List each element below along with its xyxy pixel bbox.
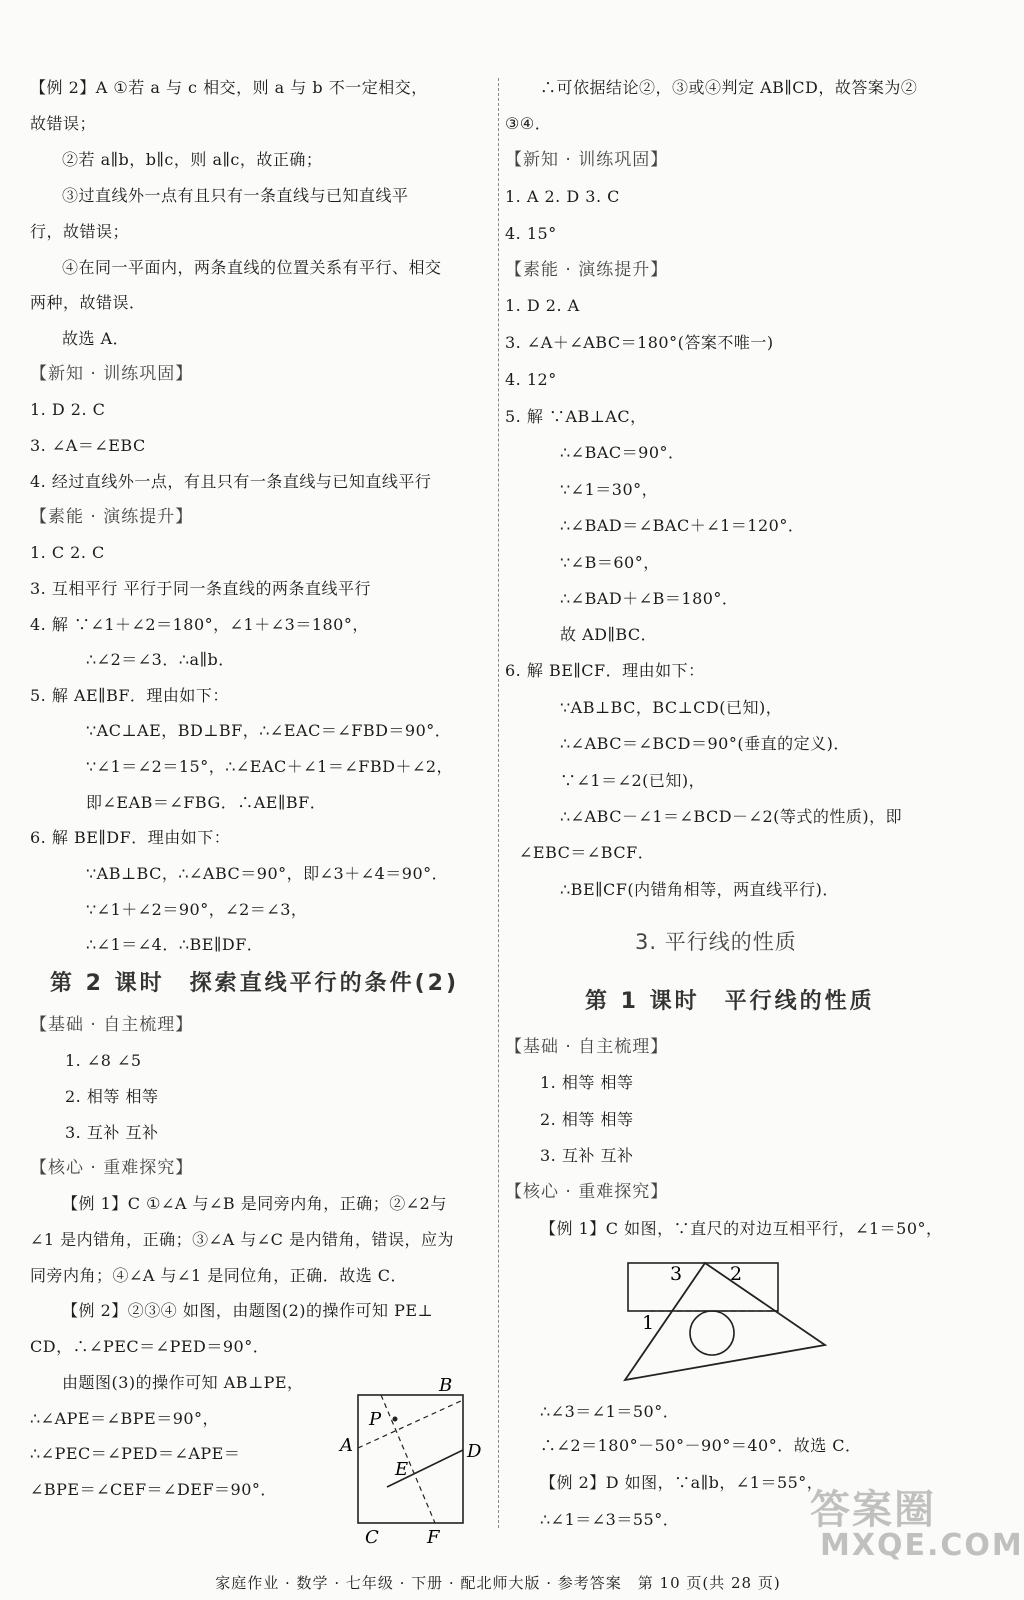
right-line-5: 4. 15° <box>505 224 557 243</box>
right-line-8: 3. ∠A＋∠ABC＝180°(答案不唯一) <box>505 333 774 352</box>
left-line-9: 【新知 · 训练巩固】 <box>30 364 194 384</box>
left-line-19: ∵AC⊥AE，BD⊥BF，∴∠EAC＝∠FBD＝90°． <box>86 721 452 740</box>
left-line-27: 【基础 · 自主梳理】 <box>30 1015 194 1035</box>
right-line-33: ∴∠2＝180°－50°－90°＝40°．故选 C． <box>540 1436 862 1455</box>
left-line-23: ∵AB⊥BC，∴∠ABC＝90°，即∠3＋∠4＝90°． <box>86 864 449 883</box>
right-line-20: ∵∠1＝∠2(已知)， <box>560 771 706 790</box>
right-line-7: 1. D 2. A <box>505 296 580 315</box>
left-line-31: 【核心 · 重难探究】 <box>30 1158 194 1178</box>
left-line-29: 2. 相等 相等 <box>65 1087 159 1106</box>
left-line-11: 3. ∠A＝∠EBC <box>30 436 146 455</box>
left-line-3: ②若 a∥b，b∥c，则 a∥c，故正确； <box>62 150 323 169</box>
angle-3-label: 3 <box>670 1263 683 1285</box>
right-line-21: ∴∠ABC－∠1＝∠BCD－∠2(等式的性质)，即 <box>560 807 903 826</box>
right-line-22: ∠EBC＝∠BCF． <box>519 843 655 862</box>
right-line-18: ∵AB⊥BC，BC⊥CD(已知)， <box>560 698 783 717</box>
left-line-7: 两种，故错误． <box>30 293 146 312</box>
page-footer: 家庭作业 · 数学 · 七年级 · 下册 · 配北师大版 · 参考答案 第 10 页(共 28 页) <box>215 1574 781 1592</box>
label-C: C <box>365 1527 379 1548</box>
label-B: B <box>439 1375 453 1396</box>
label-E: E <box>395 1459 409 1480</box>
right-line-26: 【基础 · 自主梳理】 <box>505 1037 669 1057</box>
right-line-28: 2. 相等 相等 <box>540 1110 634 1129</box>
left-line-13: 【素能 · 演练提升】 <box>30 507 194 527</box>
right-line-29: 3. 互补 互补 <box>540 1146 634 1165</box>
label-A: A <box>340 1435 353 1456</box>
column-divider <box>498 78 499 1528</box>
left-line-4: ③过直线外一点有且只有一条直线与已知直线平 <box>62 186 409 205</box>
left-line-17: ∴∠2＝∠3．∴a∥b． <box>86 650 235 669</box>
left-line-10: 1. D 2. C <box>30 400 106 419</box>
left-line-14: 1. C 2. C <box>30 543 105 562</box>
right-line-14: ∵∠B＝60°， <box>560 553 660 572</box>
right-line-2: ③④． <box>505 114 552 133</box>
left-line-24: ∵∠1＋∠2＝90°，∠2＝∠3， <box>86 900 308 919</box>
right-line-12: ∵∠1＝30°， <box>560 480 659 499</box>
right-line-32: ∴∠3＝∠1＝50°． <box>540 1402 680 1421</box>
right-line-17: 6. 解 BE∥CF．理由如下： <box>505 661 705 680</box>
right-line-27: 1. 相等 相等 <box>540 1073 634 1092</box>
left-line-5: 行，故错误； <box>30 222 130 241</box>
square-fold-figure <box>335 1375 485 1550</box>
left-line-2: 故错误； <box>30 114 97 133</box>
left-line-18: 5. 解 AE∥BF．理由如下： <box>30 686 229 705</box>
left-line-35: 【例 2】②③④ 如图，由题图(2)的操作可知 PE⊥ <box>62 1301 434 1320</box>
left-line-21: 即∠EAB＝∠FBG．∴AE∥BF． <box>86 793 327 812</box>
right-line-24: 3. 平行线的性质 <box>635 930 797 954</box>
right-line-11: ∴∠BAC＝90°． <box>560 443 685 462</box>
left-line-39: ∴∠PEC＝∠PED＝∠APE＝ <box>30 1444 241 1463</box>
left-line-16: 4. 解 ∵∠1＋∠2＝180°，∠1＋∠3＝180°， <box>30 615 369 634</box>
watermark-url: MXQE.COM <box>820 1528 1024 1563</box>
left-line-25: ∴∠1＝∠4．∴BE∥DF． <box>86 935 264 954</box>
left-line-33: ∠1 是内错角，正确；③∠A 与∠C 是内错角，错误，应为 <box>30 1230 454 1249</box>
left-line-26: 第 2 课时 探索直线平行的条件(2) <box>50 971 460 996</box>
right-line-35: ∴∠1＝∠3＝55°． <box>540 1510 680 1529</box>
right-line-9: 4. 12° <box>505 370 557 389</box>
left-line-8: 故选 A． <box>62 329 130 348</box>
left-line-6: ④在同一平面内，两条直线的位置关系有平行、相交 <box>62 258 442 277</box>
left-line-36: CD，∴∠PEC＝∠PED＝90°． <box>30 1337 270 1356</box>
right-line-16: 故 AD∥BC． <box>560 625 658 644</box>
left-line-1: 【例 2】A ①若 a 与 c 相交，则 a 与 b 不一定相交， <box>30 78 428 97</box>
label-D: D <box>467 1441 482 1462</box>
right-line-30: 【核心 · 重难探究】 <box>505 1182 669 1202</box>
angle-2-label: 2 <box>730 1263 743 1285</box>
right-line-1: ∴可依据结论②，③或④判定 AB∥CD，故答案为② <box>540 78 918 97</box>
right-line-31: 【例 1】C 如图，∵直尺的对边互相平行，∠1＝50°， <box>540 1219 943 1238</box>
left-line-34: 同旁内角；④∠A 与∠1 是同位角，正确．故选 C． <box>30 1266 408 1285</box>
right-line-3: 【新知 · 训练巩固】 <box>505 150 669 170</box>
left-line-37: 由题图(3)的操作可知 AB⊥PE， <box>62 1373 304 1392</box>
ruler-triangle-figure <box>620 1255 835 1385</box>
right-line-10: 5. 解 ∵AB⊥AC， <box>505 407 647 426</box>
left-line-30: 3. 互补 互补 <box>65 1123 159 1142</box>
left-line-40: ∠BPE＝∠CEF＝∠DEF＝90°． <box>30 1480 277 1499</box>
left-line-15: 3. 互相平行 平行于同一条直线的两条直线平行 <box>30 579 371 598</box>
right-line-25: 第 1 课时 平行线的性质 <box>585 989 875 1014</box>
left-line-22: 6. 解 BE∥DF．理由如下： <box>30 828 231 847</box>
angle-1-label: 1 <box>642 1312 655 1334</box>
left-line-38: ∴∠APE＝∠BPE＝90°， <box>30 1409 220 1428</box>
label-F: F <box>427 1527 440 1548</box>
right-line-6: 【素能 · 演练提升】 <box>505 260 669 280</box>
right-line-15: ∴∠BAD＋∠B＝180°． <box>560 589 739 608</box>
left-line-28: 1. ∠8 ∠5 <box>65 1051 142 1070</box>
left-line-12: 4. 经过直线外一点，有且只有一条直线与已知直线平行 <box>30 472 432 491</box>
right-line-13: ∴∠BAD＝∠BAC＋∠1＝120°． <box>560 516 805 535</box>
right-line-23: ∴BE∥CF(内错角相等，两直线平行)． <box>560 880 839 899</box>
watermark-logo: 答案圈 <box>810 1487 936 1533</box>
label-P: P <box>369 1409 382 1430</box>
left-line-20: ∵∠1＝∠2＝15°，∴∠EAC＋∠1＝∠FBD＋∠2， <box>86 757 454 776</box>
right-line-19: ∴∠ABC＝∠BCD＝90°(垂直的定义)． <box>560 734 850 753</box>
right-line-4: 1. A 2. D 3. C <box>505 187 620 206</box>
right-line-34: 【例 2】D 如图，∵a∥b，∠1＝55°， <box>540 1473 824 1492</box>
left-line-32: 【例 1】C ①∠A 与∠B 是同旁内角，正确；②∠2与 <box>62 1194 447 1213</box>
